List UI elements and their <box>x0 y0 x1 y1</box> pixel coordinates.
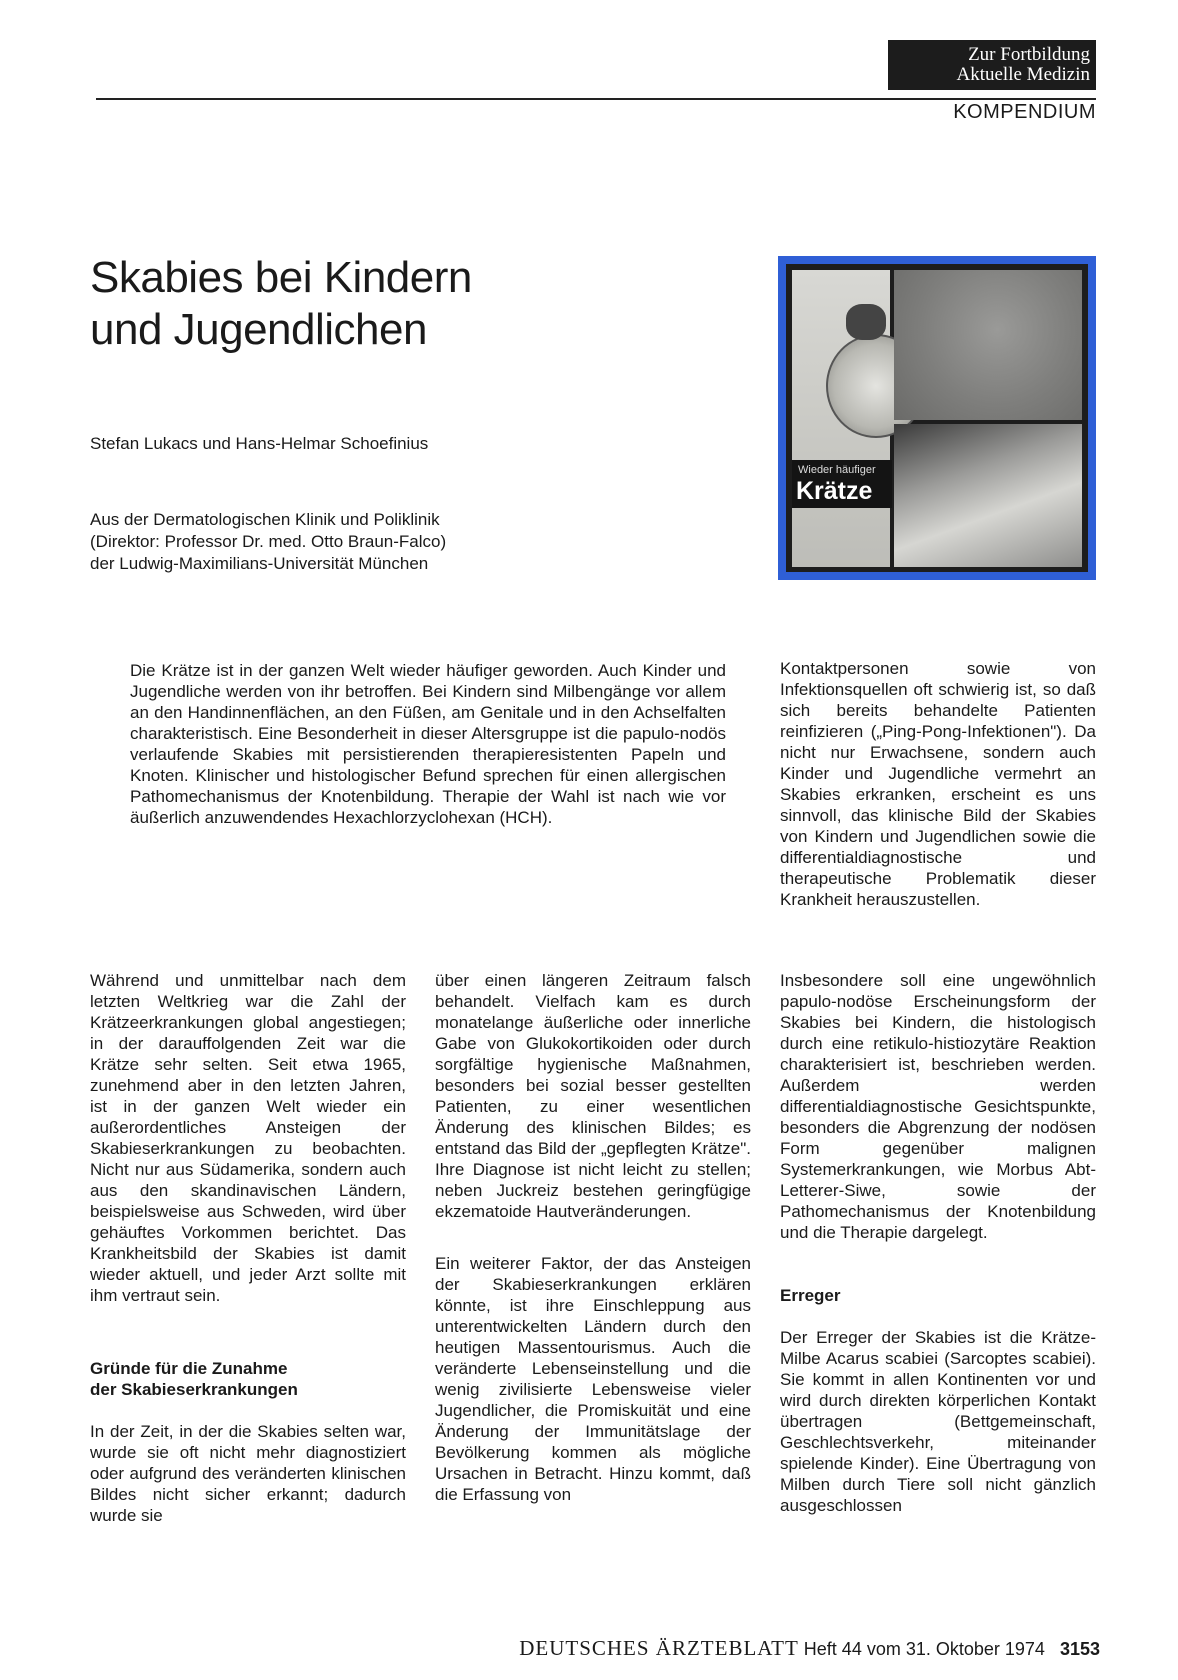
abstract-continued <box>780 658 1096 910</box>
body-column-2 <box>435 970 751 1505</box>
heading-line-1: Gründe für die Zunahme <box>90 1359 288 1378</box>
section-heading: Erreger <box>780 1286 841 1305</box>
paragraph: Insbesondere soll eine ungewöhnlich papulo-nodöse Erscheinungsform der Skabies bei Kindern, die histologisch durch eine retikulo-histiozytäre Reaktion charakterisiert ist, beschrieben werden. Außerdem werden differentialdiagnostische Gesichtspunkte, besonders die Abgrenzung der nodösen Form gegenüber malignen Systemerkrankungen, wie Morbus Abt-Letterer-Siwe, sowie der Pathomechanismus der Knotenbildung und die Therapie dargelegt. <box>780 971 1096 1242</box>
badge-line-1: Zur Fortbildung <box>968 44 1090 65</box>
cover-image <box>778 256 1096 580</box>
body-column-3 <box>780 970 1096 1516</box>
article-authors: Stefan Lukacs und Hans-Helmar Schoefinius <box>90 434 429 453</box>
cover-label-small: Wieder häufiger <box>798 464 876 476</box>
affiliation-line: der Ludwig-Maximilians-Universität München <box>90 554 429 573</box>
mite-head-shape <box>846 304 886 340</box>
cover-label <box>792 460 892 508</box>
issue-info: Heft 44 vom 31. Oktober 1974 <box>803 1639 1045 1659</box>
body-column-1 <box>90 970 406 1526</box>
cover-label-big: Krätze <box>796 477 873 505</box>
title-line-1: Skabies bei Kindern <box>90 253 472 302</box>
paragraph: Der Erreger der Skabies ist die Krätze-Milbe Acarus scabiei (Sarcoptes scabiei). Sie kommt in allen Kontinenten vor und wird durch direkten körperlichen Kontakt übertragen (Bettgemeinschaft, Geschlechtsverkehr, miteinander spielende Kinder). Eine Übertragung von Milben durch Tiere soll nicht gänzlich ausgeschlossen <box>780 1328 1096 1515</box>
section-heading <box>90 1358 406 1400</box>
paragraph: Kontaktpersonen sowie von Infektionsquellen oft schwierig ist, so daß sich bereits behandelte Patienten reinfizieren („Ping-Pong-Infektionen"). Da nicht nur Erwachsene, sondern auch Kinder und Jugendliche vermehrt an Skabies erkranken, erscheint es uns sinnvoll, das klinische Bild der Skabies von Kindern und Jugendlichen sowie die differentialdiagnostische und therapeutische Problematik dieser Krankheit herauszustellen. <box>780 659 1096 909</box>
section-label: KOMPENDIUM <box>953 101 1096 123</box>
article-affiliation <box>90 509 446 575</box>
page-footer <box>430 1636 1100 1661</box>
section-badge <box>888 40 1096 90</box>
journal-name: DEUTSCHES ÄRZTEBLATT <box>519 1636 799 1660</box>
paragraph: über einen längeren Zeitraum falsch behandelt. Vielfach kam es durch monatelange äußerliche oder innerliche Gabe von Glukokortikoiden oder durch sorgfältige hygienische Maßnahmen, besonders bei sozial besser gestellten Patienten, zu einer wesentlichen Änderung des klinischen Bildes; es entstand das Bild der „gepflegten Krätze". Ihre Diagnose ist nicht leicht zu stellen; neben Juckreiz bestehen geringfügige ekzematoide Hautveränderungen. <box>435 971 751 1221</box>
header-rule <box>96 98 1096 100</box>
paragraph: Während und unmittelbar nach dem letzten Weltkrieg war die Zahl der Krätzeerkrankungen global angestiegen; in der darauffolgenden Zeit war die Krätze sehr selten. Seit etwa 1965, zunehmend aber in den letzten Jahren, ist in der ganzen Welt wieder ein außerordentliches Ansteigen der Skabieserkrankungen zu beobachten. Nicht nur aus Südamerika, sondern auch aus den skandinavischen Ländern, beispielsweise aus Schweden, wird über gehäuftes Vorkommen berichtet. Das Krankheitsbild der Skabies ist damit wieder aktuell, und jeder Arzt sollte mit ihm vertraut sein. <box>90 971 406 1305</box>
skin-lesion-photo <box>894 270 1082 420</box>
affiliation-line: (Direktor: Professor Dr. med. Otto Braun-Falco) <box>90 532 447 551</box>
abstract: Die Krätze ist in der ganzen Welt wieder häufiger geworden. Auch Kinder und Jugendliche werden von ihr betroffen. Bei Kindern sind Milbengänge vor allem an den Handinnenflächen, an den Füßen, am Genitale und in den Achselfalten charakteristisch. Eine Besonderheit in dieser Altersgruppe ist die papulo-nodös verlaufende Skabies mit persistierenden therapieresistenten Papeln und Knoten. Klinischer und histologischer Befund sprechen für einen allergischen Pathomechanismus der Knotenbildung. Therapie der Wahl ist nach wie vor äußerlich anzuwendendes Hexachlorzyclohexan (HCH). <box>130 661 726 827</box>
badge-line-2: Aktuelle Medizin <box>956 64 1090 85</box>
heading-line-2: der Skabieserkrankungen <box>90 1380 298 1399</box>
hand-photo <box>894 424 1082 567</box>
article-title <box>90 252 710 356</box>
title-line-2: und Jugendlichen <box>90 305 427 354</box>
affiliation-line: Aus der Dermatologischen Klinik und Poliklinik <box>90 510 440 529</box>
page-number: 3153 <box>1059 1639 1100 1659</box>
paragraph: In der Zeit, in der die Skabies selten war, wurde sie oft nicht mehr diagnostiziert oder aufgrund des veränderten klinischen Bildes nicht sicher erkannt; dadurch wurde sie <box>90 1422 406 1525</box>
paragraph: Ein weiterer Faktor, der das Ansteigen der Skabieserkrankungen erklären könnte, ist ihre Einschleppung aus unterentwickelten Ländern durch den heutigen Massentourismus. Auch die veränderte Lebenseinstellung und die wenig zivilisierte Lebensweise vieler Jugendlicher, die Promiskuität und eine Änderung der Immunitätslage der Bevölkerung kommen als mögliche Ursachen in Betracht. Hinzu kommt, daß die Erfassung von <box>435 1254 751 1504</box>
